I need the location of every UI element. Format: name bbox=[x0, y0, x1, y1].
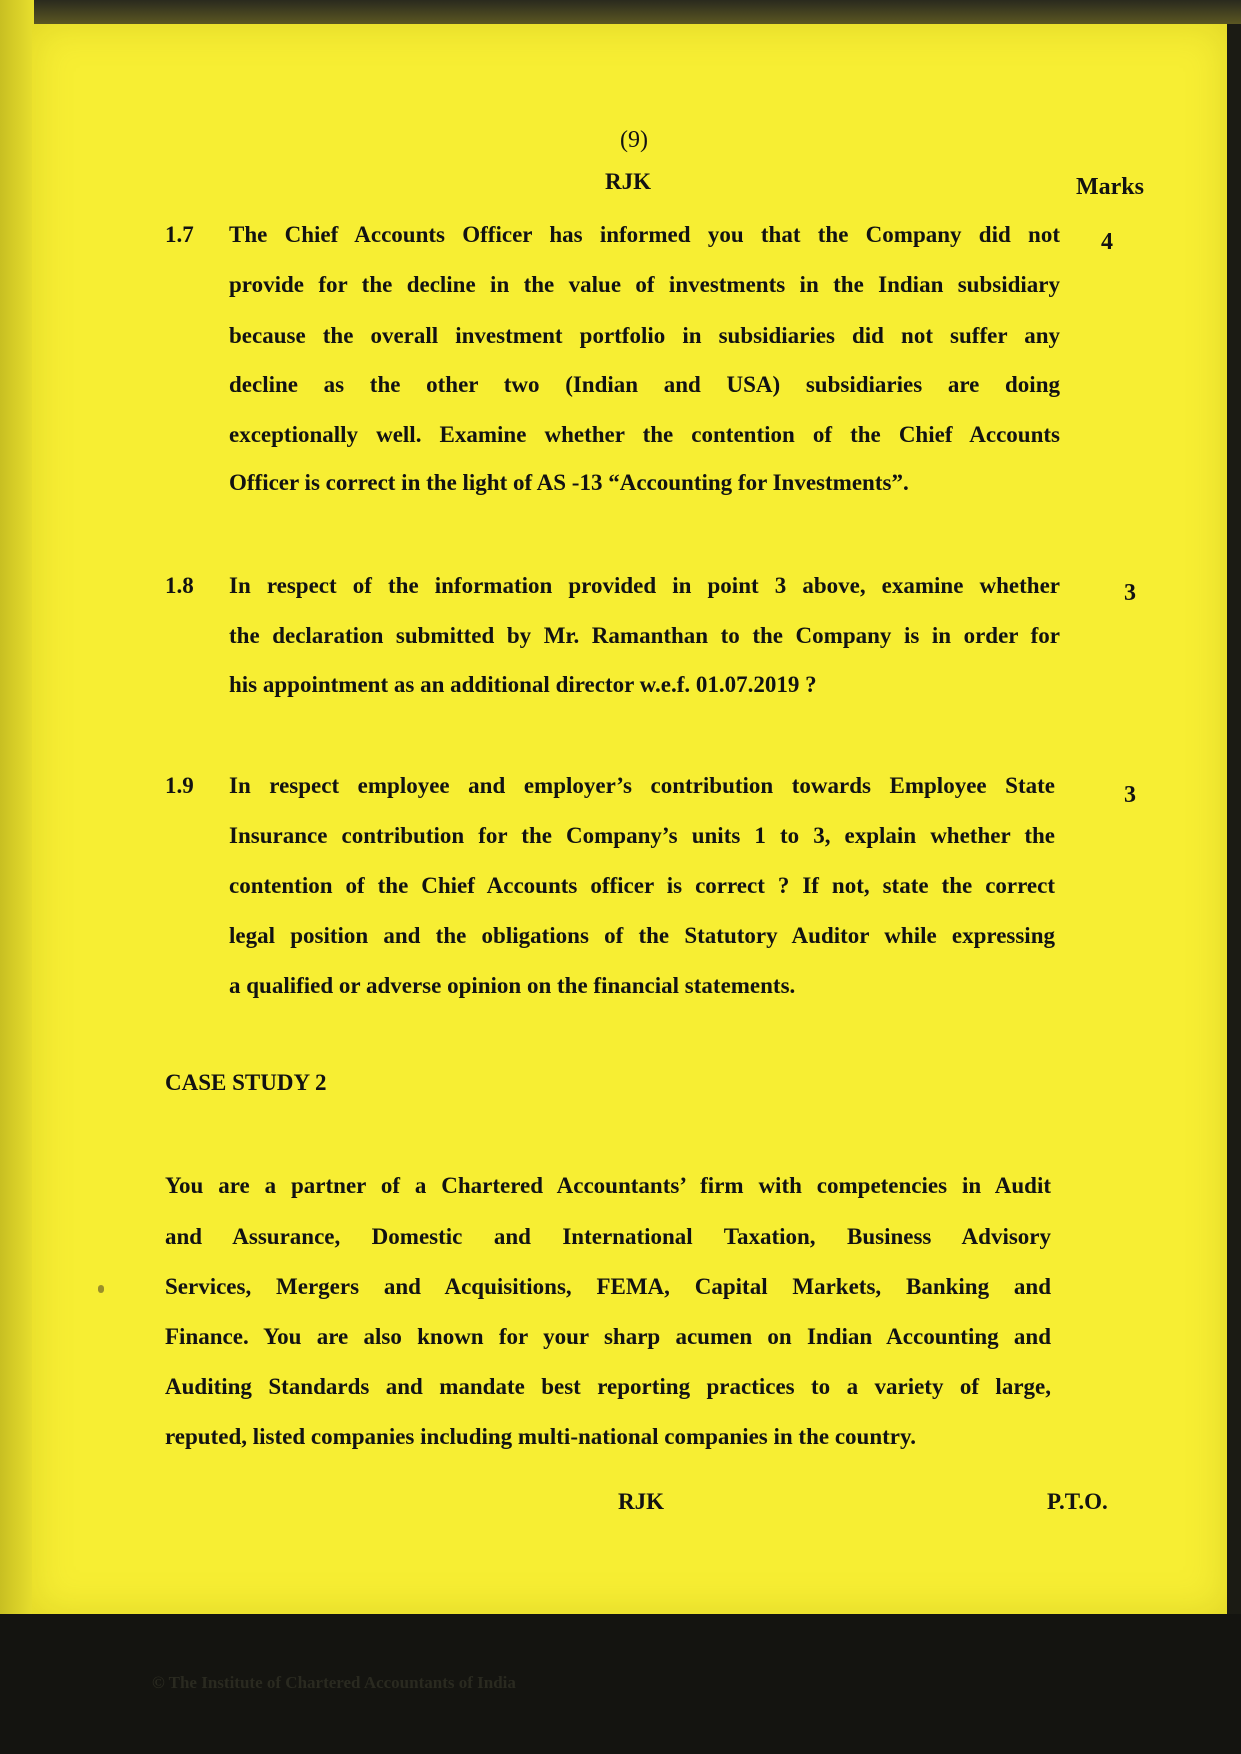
question-text-line: his appointment as an additional director w.e.f. 01.07.2019 ? bbox=[229, 672, 817, 697]
case-study-text-line: Services, Mergers and Acquisitions, FEMA, Capital Markets, Banking and bbox=[165, 1274, 1051, 1299]
question-marks: 4 bbox=[1101, 229, 1113, 255]
question-number: 1.7 bbox=[165, 222, 194, 247]
case-study-text-line: reputed, listed companies including multi-national companies in the country. bbox=[165, 1424, 916, 1449]
question-text-line: exceptionally well. Examine whether the contention of the Chief Accounts bbox=[229, 422, 1060, 447]
question-text-line: because the overall investment portfolio in subsidiaries did not suffer any bbox=[229, 323, 1060, 348]
stray-mark bbox=[98, 1285, 104, 1293]
case-study-text-line: Finance. You are also known for your sharp acumen on Indian Accounting and bbox=[165, 1324, 1051, 1349]
question-text-line: In respect employee and employer’s contribution towards Employee State bbox=[229, 773, 1055, 798]
scan-left-edge bbox=[0, 0, 34, 1754]
case-study-text-line: Auditing Standards and mandate best reporting practices to a variety of large, bbox=[165, 1374, 1051, 1399]
question-text-line: The Chief Accounts Officer has informed you that the Company did not bbox=[229, 222, 1060, 247]
please-turn-over: P.T.O. bbox=[1047, 1489, 1108, 1514]
question-text-line: the declaration submitted by Mr. Ramanthan to the Company is in order for bbox=[229, 623, 1060, 648]
case-study-text-line: You are a partner of a Chartered Accountants’ firm with competencies in Audit bbox=[165, 1173, 1051, 1198]
question-marks: 3 bbox=[1124, 782, 1136, 808]
question-text-line: legal position and the obligations of the Statutory Auditor while expressing bbox=[229, 923, 1055, 948]
question-text-line: a qualified or adverse opinion on the financial statements. bbox=[229, 973, 796, 998]
question-text-line: decline as the other two (Indian and USA) subsidiaries are doing bbox=[229, 372, 1060, 397]
paper-code-header: RJK bbox=[605, 169, 651, 194]
question-text-line: Insurance contribution for the Company’s units 1 to 3, explain whether the bbox=[229, 823, 1055, 848]
case-study-heading: CASE STUDY 2 bbox=[165, 1070, 327, 1095]
marks-column-heading: Marks bbox=[1076, 174, 1144, 200]
question-number: 1.8 bbox=[165, 573, 194, 598]
page-number: (9) bbox=[620, 127, 648, 153]
question-text-line: contention of the Chief Accounts officer is correct ? If not, state the correct bbox=[229, 873, 1055, 898]
question-text-line: Officer is correct in the light of AS -13 “Accounting for Investments”. bbox=[229, 470, 909, 495]
question-marks: 3 bbox=[1124, 580, 1136, 606]
question-text-line: provide for the decline in the value of investments in the Indian subsidiary bbox=[229, 272, 1060, 297]
question-text-line: In respect of the information provided in point 3 above, examine whether bbox=[229, 573, 1060, 598]
question-number: 1.9 bbox=[165, 773, 194, 798]
scan-top-edge bbox=[0, 0, 1241, 24]
case-study-text-line: and Assurance, Domestic and International Taxation, Business Advisory bbox=[165, 1224, 1051, 1249]
paper-code-footer: RJK bbox=[618, 1489, 664, 1514]
copyright-watermark: © The Institute of Chartered Accountants of India bbox=[152, 1673, 516, 1692]
